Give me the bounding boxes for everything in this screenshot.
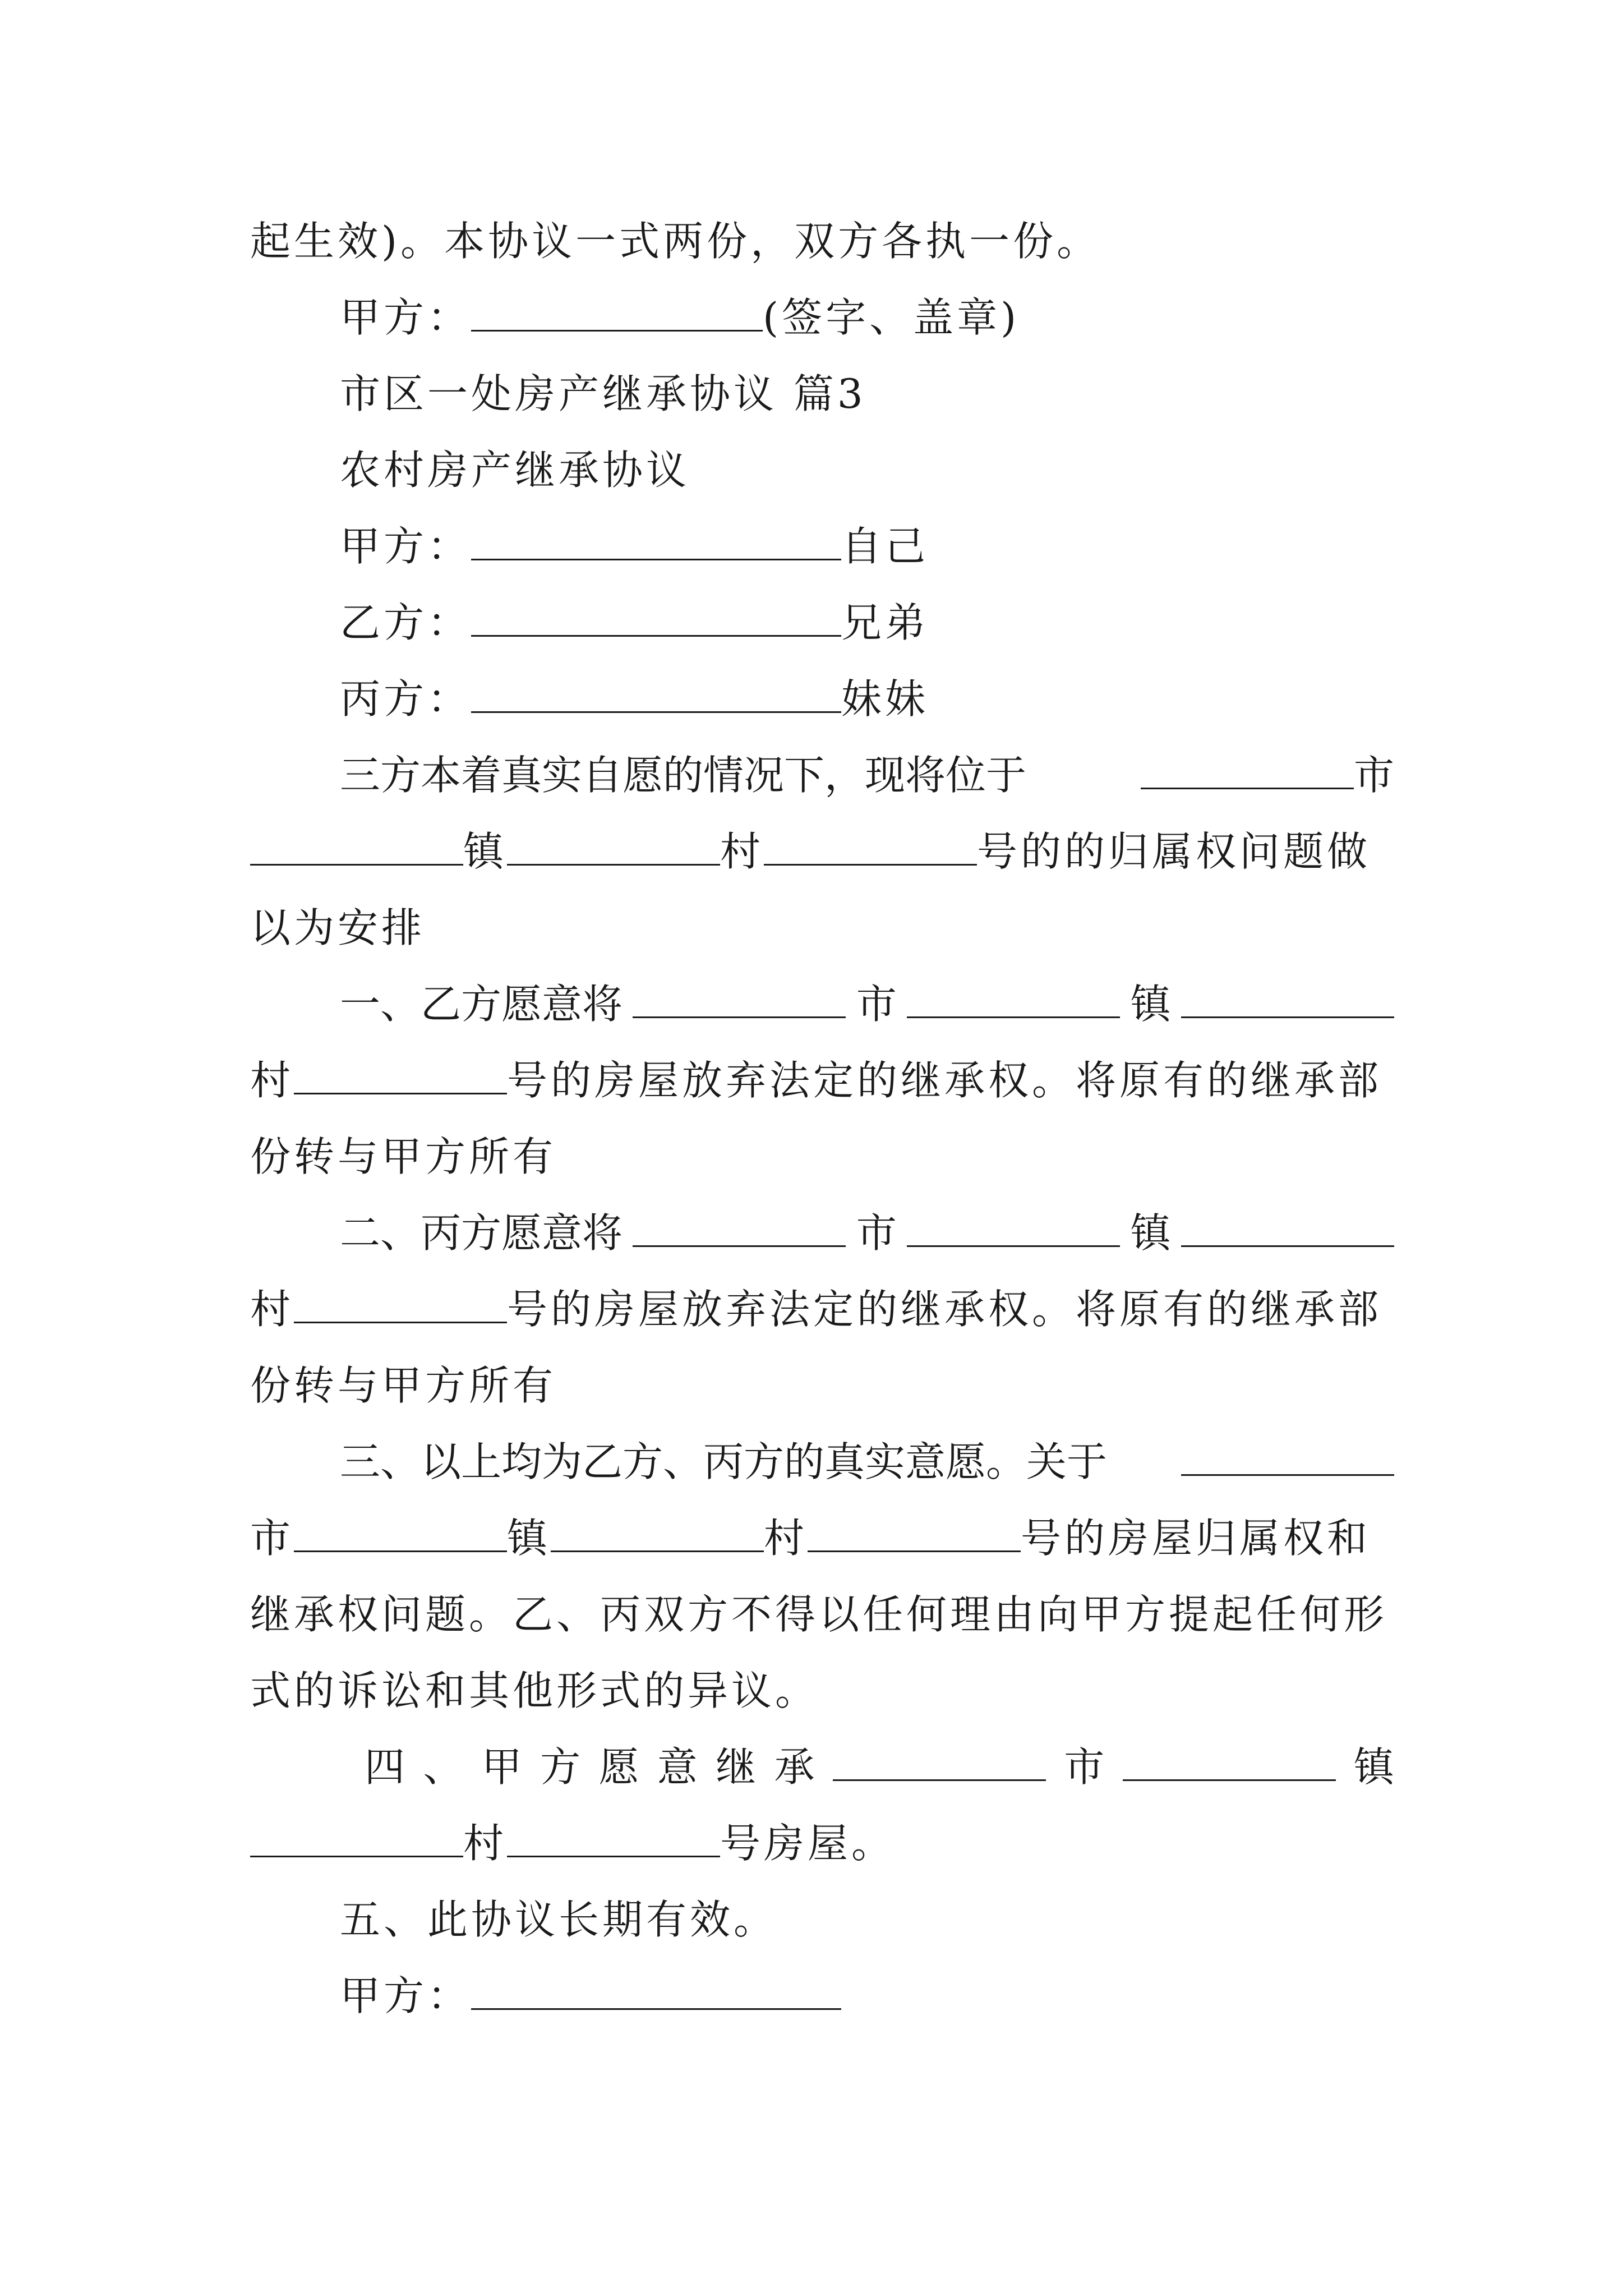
party-a-name-blank[interactable] xyxy=(471,522,841,560)
clause-2-text: 二、丙方愿意将 xyxy=(340,1209,623,1257)
line-party-c xyxy=(340,671,1394,727)
party-b-relation: 兄弟 xyxy=(841,599,929,646)
line-intro xyxy=(340,747,1394,803)
party-a-signature-blank[interactable] xyxy=(471,293,763,332)
party-a-relation: 自己 xyxy=(841,523,929,570)
clause-2-line-2 xyxy=(250,1281,1394,1337)
clause-4-char: 方 xyxy=(540,1743,581,1791)
clause-3-village-blank[interactable] xyxy=(551,1513,764,1552)
clause-3-text: 三、以上均为乙方、丙方的真实意愿。关于 xyxy=(340,1438,1108,1485)
clause-4-town-blank[interactable] xyxy=(1123,1742,1336,1781)
clause-3-city-blank[interactable] xyxy=(1181,1437,1394,1476)
clause-3-village-unit: 村 xyxy=(764,1515,808,1562)
party-b-label: 乙方： xyxy=(340,599,472,646)
document-title xyxy=(340,442,1394,498)
clause-1-town-blank[interactable] xyxy=(907,979,1120,1018)
signature-note: (签字、盖章) xyxy=(763,294,1020,341)
clause-4-char: 承 xyxy=(774,1743,815,1791)
village-unit: 村 xyxy=(720,828,764,875)
party-b-name-blank[interactable] xyxy=(471,598,841,637)
clause-4-city-blank[interactable] xyxy=(833,1742,1046,1781)
clause-3-continuation: 继承权问题。乙、丙双方不得以任何理由向甲方提起任何形 xyxy=(250,1591,1388,1638)
clause-1-village-blank[interactable] xyxy=(1181,979,1394,1018)
section-heading xyxy=(340,366,1394,422)
city-unit: 市 xyxy=(1353,752,1394,799)
line-party-a-signature xyxy=(340,289,1394,346)
clause-1-line-1 xyxy=(340,976,1394,1032)
clause-1-tail: 号的房屋放弃法定的继承权。将原有的继承部 xyxy=(507,1057,1382,1104)
effect-clause-text: 起生效)。本协议一式两份，双方各执一份。 xyxy=(250,218,1101,265)
clause-1-end: 份转与甲方所有 xyxy=(250,1133,557,1180)
number-blank[interactable] xyxy=(764,827,977,866)
clause-3-tail: 号的房屋归属权和 xyxy=(1021,1515,1371,1562)
clause-2-village-blank[interactable] xyxy=(1181,1208,1394,1247)
line-party-a xyxy=(340,518,1394,574)
document-title-text: 农村房产继承协议 xyxy=(340,447,690,494)
clause-2-town-blank[interactable] xyxy=(907,1208,1120,1247)
final-party-a-blank[interactable] xyxy=(471,1971,841,2010)
clause-4-char: 继 xyxy=(716,1743,757,1791)
clause-5-text: 五、此协议长期有效。 xyxy=(340,1896,778,1943)
city-blank[interactable] xyxy=(1141,751,1354,789)
clause-2-tail: 号的房屋放弃法定的继承权。将原有的继承部 xyxy=(507,1286,1382,1333)
section-heading-text: 市区一处房产继承协议 篇3 xyxy=(340,370,866,417)
clause-4-city-unit: 市 xyxy=(1064,1743,1105,1791)
party-c-name-blank[interactable] xyxy=(471,674,841,713)
clause-1-village-unit: 村 xyxy=(250,1057,294,1104)
clause-2-number-blank[interactable] xyxy=(294,1285,507,1323)
clause-1-number-blank[interactable] xyxy=(294,1056,507,1094)
clause-2-line-1 xyxy=(340,1205,1394,1261)
clause-2-end: 份转与甲方所有 xyxy=(250,1362,557,1409)
town-unit: 镇 xyxy=(463,828,508,875)
clause-3-town-blank[interactable] xyxy=(294,1513,507,1552)
clause-3-city-unit: 市 xyxy=(250,1515,294,1562)
clause-1-city-blank[interactable] xyxy=(633,979,846,1018)
clause-1-city-unit: 市 xyxy=(856,981,897,1028)
clause-4-village-blank[interactable] xyxy=(250,1819,463,1857)
clause-4-line-1 xyxy=(365,1739,1394,1795)
clause-2-city-unit: 市 xyxy=(856,1209,897,1257)
clause-4-line-2 xyxy=(250,1815,1394,1871)
clause-5 xyxy=(340,1892,1394,1948)
clause-3-end: 式的诉讼和其他形式的异议。 xyxy=(250,1667,819,1714)
clause-4-char: 、 xyxy=(423,1743,464,1791)
party-a-label: 甲方： xyxy=(340,523,472,570)
clause-4-char: 愿 xyxy=(598,1743,639,1791)
party-a-label: 甲方： xyxy=(340,294,472,341)
clause-1-town-unit: 镇 xyxy=(1130,981,1171,1028)
line-party-b xyxy=(340,595,1394,651)
clause-4-char: 甲 xyxy=(481,1743,522,1791)
clause-3-line-3 xyxy=(250,1586,1394,1642)
intro-text: 三方本着真实自愿的情况下，现将位于 xyxy=(340,752,1027,799)
final-party-a-label: 甲方： xyxy=(340,1972,472,2019)
line-intro-end xyxy=(250,900,1394,956)
clause-3-line-1 xyxy=(340,1434,1394,1490)
clause-2-town-unit: 镇 xyxy=(1130,1209,1171,1257)
clause-4-tail: 号房屋。 xyxy=(720,1820,896,1867)
clause-3-line-2 xyxy=(250,1510,1394,1566)
village-blank[interactable] xyxy=(507,827,720,866)
clause-1-line-3 xyxy=(250,1129,1394,1185)
intro-end-text: 以为安排 xyxy=(250,904,426,951)
intro-tail: 号的的归属权问题做 xyxy=(977,828,1371,875)
clause-4-number-blank[interactable] xyxy=(507,1819,720,1857)
clause-4-char: 意 xyxy=(657,1743,698,1791)
town-blank[interactable] xyxy=(250,827,463,866)
line-final-party-a xyxy=(340,1968,1394,2024)
clause-2-village-unit: 村 xyxy=(250,1286,294,1333)
clause-3-number-blank[interactable] xyxy=(808,1513,1021,1552)
clause-3-line-4 xyxy=(250,1663,1394,1719)
clause-1-line-2 xyxy=(250,1052,1394,1108)
clause-1-text: 一、乙方愿意将 xyxy=(340,981,623,1028)
party-c-relation: 妹妹 xyxy=(841,675,929,723)
clause-3-town-unit: 镇 xyxy=(507,1515,551,1562)
clause-2-line-3 xyxy=(250,1358,1394,1414)
party-c-label: 丙方： xyxy=(340,675,472,723)
line-intro-address xyxy=(250,823,1394,880)
clause-2-city-blank[interactable] xyxy=(633,1208,846,1247)
clause-4-town-unit: 镇 xyxy=(1353,1743,1394,1791)
clause-4-char: 四 xyxy=(365,1743,405,1791)
clause-4-village-unit: 村 xyxy=(463,1820,508,1867)
line-effect-clause xyxy=(250,213,1394,269)
